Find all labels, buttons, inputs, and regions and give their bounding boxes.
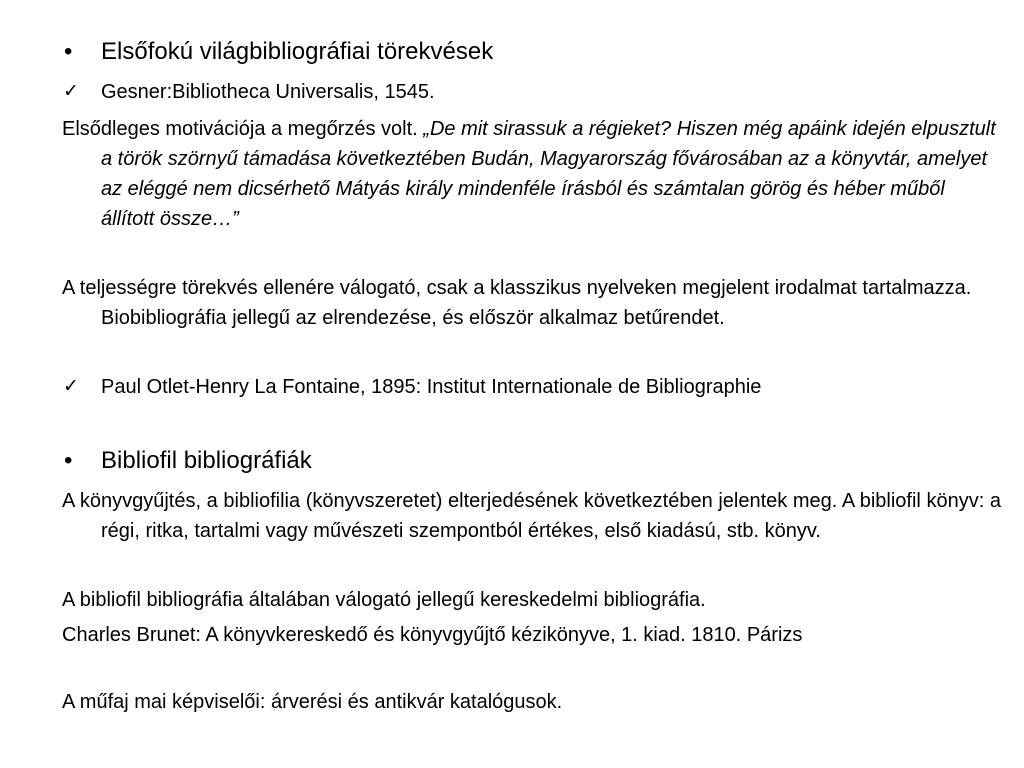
paragraph-brunet [62,620,1001,650]
section-1-heading [62,37,962,67]
paragraph-quote: „De mit sirassuk a régieket? Hiszen még apáink idején elpusztult a török szörnyű támadása következtében Budán, Magyarország fővárosában az a könyvtár, amelyet az eléggé nem dicsérhető Mátyás király mindenféle írásból és számtalan görög és héber műből állított össze…” [101,118,996,230]
paragraph-text: A műfaj mai képviselői: árverési és antikvár katalógusok. [62,691,563,713]
checklist-item-otlet [62,372,962,402]
heading-text: Elsőfokú világbibliográfiai törekvések [101,38,494,65]
checkmark-icon: ✓ [63,81,79,102]
checkmark-icon: ✓ [63,376,79,397]
paragraph-selective [62,273,1001,333]
paragraph-text: A könyvgyűjtés, a bibliofilia (könyvszeretet) elterjedésének következtében jelentek meg. A bibliofil könyv: a régi, ritka, tartalmi vagy művészeti szempontból értékes, első kiadású, stb. könyv. [62,490,1001,542]
paragraph-bibliophile-bibliography [62,585,1001,615]
paragraph-text: A teljességre törekvés ellenére válogató, csak a klasszikus nyelveken megjelent irodalmat tartalmazza. Biobibliográfia jellegű az elrendezése, és először alkalmaz betűrendet. [62,277,972,329]
paragraph-text: A bibliofil bibliográfia általában válogató jellegű kereskedelmi bibliográfia. [62,589,706,611]
paragraph-plain-text: Elsődleges motivációja a megőrzés volt. [62,118,424,140]
item-text: Paul Otlet-Henry La Fontaine, 1895: Institut Internationale de Bibliographie [101,376,762,398]
heading-text: Bibliofil bibliográfiák [101,447,312,474]
paragraph-representatives [62,687,1001,717]
paragraph-motivation [62,114,1001,234]
item-text: Gesner:Bibliotheca Universalis, 1545. [101,81,435,103]
paragraph-bibliophile-origin [62,486,1001,546]
bullet-icon: • [64,447,73,474]
checklist-item-gesner [62,77,962,107]
paragraph-text: Charles Brunet: A könyvkereskedő és könyvgyűjtő kézikönyve, 1. kiad. 1810. Párizs [62,624,803,646]
bullet-icon: • [64,38,73,65]
section-2-heading [62,446,962,476]
